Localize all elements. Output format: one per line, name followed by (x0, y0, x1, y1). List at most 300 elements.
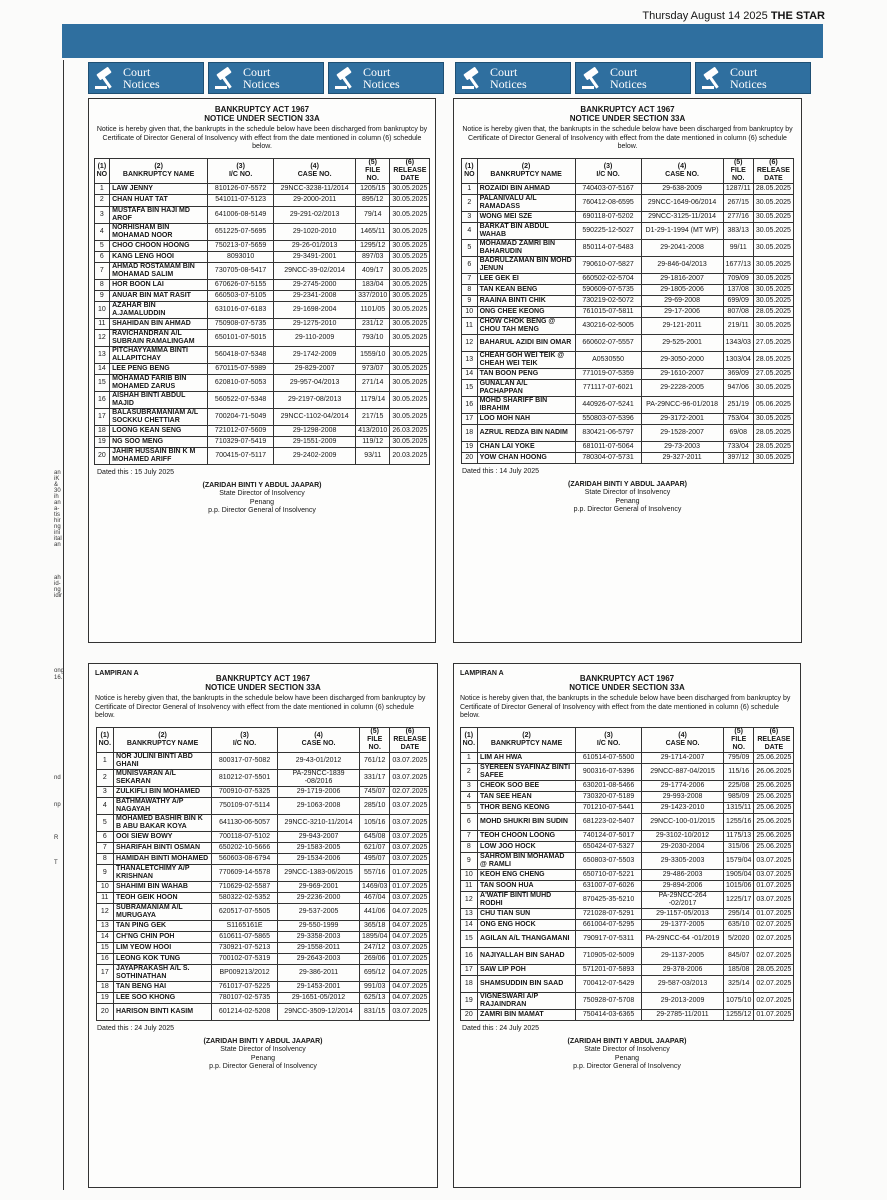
file-number: 295/14 (724, 908, 754, 919)
signatory-line: p.p. Director General of Insolvency (209, 1063, 317, 1070)
ic-number: 651225-07-5695 (208, 223, 274, 240)
column-header: (5) FILE NO. (723, 158, 753, 183)
release-date: 30.05.2025 (390, 240, 430, 251)
badge-word-2: Notices (610, 77, 647, 91)
release-date: 30.05.2025 (390, 251, 430, 262)
release-date: 28.05.2025 (753, 441, 793, 452)
bankrupt-name: CHOW CHOK BENG @ CHOU TAH MENG (477, 317, 575, 334)
case-number: 29-1377-2005 (642, 919, 724, 930)
strip-fragment: & (54, 482, 59, 488)
ic-number: 710329-07-5419 (208, 436, 274, 447)
table-row (96, 892, 430, 903)
signatory-line: Penang (615, 497, 640, 505)
ic-number: 780107-02-5735 (212, 992, 278, 1003)
table-row (460, 992, 794, 1009)
release-date: 25.06.2025 (754, 791, 794, 802)
release-date: 30.05.2025 (390, 301, 430, 318)
court-notices-badge (88, 62, 204, 94)
table-row (96, 831, 430, 842)
table-row (460, 841, 794, 852)
case-number: 29NCC-3125-11/2014 (641, 211, 723, 222)
header-band (62, 24, 823, 58)
release-date: 03.07.2025 (754, 891, 794, 908)
court-notices-badge (455, 62, 571, 94)
ic-number: 780304-07-5731 (575, 452, 641, 463)
ic-number: 730921-07-5213 (212, 942, 278, 953)
gavel-icon (95, 67, 117, 89)
row-number: 7 (96, 842, 113, 853)
row-number: 10 (462, 306, 478, 317)
case-number: 29-2341-2008 (274, 290, 356, 301)
table-row (462, 284, 794, 295)
release-date: 04.07.2025 (390, 931, 430, 942)
bankrupt-name: AZRUL REDZA BIN NADIM (477, 424, 575, 441)
table-row (96, 1003, 430, 1020)
table-row (460, 852, 794, 869)
table-row (460, 930, 794, 947)
case-number: 29-3305-2003 (642, 852, 724, 869)
row-number: 1 (462, 183, 478, 194)
file-number: 897/03 (356, 251, 390, 262)
table-row (96, 814, 430, 831)
bankrupt-name: CH'NG CHIN POH (114, 931, 212, 942)
release-date: 03.07.2025 (390, 752, 430, 769)
column-header: (3) I/C NO. (208, 158, 274, 183)
row-number: 12 (462, 334, 478, 351)
file-number: 337/2010 (356, 290, 390, 301)
ic-number: 700102-07-5319 (212, 953, 278, 964)
table-row (462, 413, 794, 424)
row-number: 20 (94, 447, 110, 464)
ic-number: 710629-02-5587 (212, 881, 278, 892)
row-number: 10 (460, 869, 477, 880)
column-header: (5) FILE NO. (356, 158, 390, 183)
schedule-header-row (94, 158, 430, 183)
file-number: 251/19 (723, 396, 753, 413)
column-header: (1) NO. (96, 727, 113, 752)
release-date: 30.05.2025 (753, 256, 793, 273)
release-date: 03.07.2025 (390, 769, 430, 786)
ic-number: 760412-08-6595 (575, 194, 641, 211)
table-row (96, 931, 430, 942)
case-number: 29-2041-2008 (641, 239, 723, 256)
schedule-table (460, 727, 795, 1021)
bankrupt-name: LEE PENG BENG (110, 363, 208, 374)
signatory-name: (ZARIDAH BINTI Y ABDUL JAAPAR) (567, 480, 687, 488)
bankrupt-name: LEE GEK EI (477, 273, 575, 284)
table-row (462, 256, 794, 273)
release-date: 04.07.2025 (390, 964, 430, 981)
row-number: 2 (462, 194, 478, 211)
table-row (94, 346, 430, 363)
bankrupt-name: CHU TIAN SUN (478, 908, 576, 919)
ic-number: 650803-07-5503 (576, 852, 642, 869)
file-number: 105/16 (360, 814, 390, 831)
bankrupt-name: CHOO CHOON HOONG (110, 240, 208, 251)
case-number: 29NCC-887-04/2015 (642, 763, 724, 780)
bankrupt-name: VIGNESWARI A/P RAJAINDRAN (478, 992, 576, 1009)
release-date: 30.05.2025 (390, 223, 430, 240)
bankrupt-name: JAYAPRAKASH A/L S. SOTHINATHAN (114, 964, 212, 981)
bankrupt-name: GUNALAN A/L PACHAPPAN (477, 379, 575, 396)
schedule-header-row (96, 727, 430, 752)
table-row (96, 942, 430, 953)
row-number: 5 (462, 239, 478, 256)
ic-number: BP009213/2012 (212, 964, 278, 981)
case-number: 29-1719-2006 (278, 786, 360, 797)
bankrupt-name: AGILAN A/L THANGAMANI (478, 930, 576, 947)
ic-number: 590609-07-5735 (575, 284, 641, 295)
release-date: 30.05.2025 (753, 284, 793, 295)
release-date: 03.07.2025 (390, 797, 430, 814)
case-number: 29-2402-2009 (274, 447, 356, 464)
file-number: 1465/11 (356, 223, 390, 240)
ic-number: 700204-71-5049 (208, 408, 274, 425)
bankrupt-name: BATHMAWATHY A/P NAGAYAH (114, 797, 212, 814)
file-number: 99/11 (723, 239, 753, 256)
case-number: 29-829-2007 (274, 363, 356, 374)
bankrupt-name: CHAN HUAT TAT (110, 194, 208, 206)
file-number: 315/06 (724, 841, 754, 852)
file-number: 807/08 (723, 306, 753, 317)
case-number: 29-525-2001 (641, 334, 723, 351)
table-row (94, 262, 430, 279)
signatory-line: Penang (249, 498, 275, 506)
ic-number: 610514-07-5500 (576, 752, 642, 763)
case-number: 29-1063-2008 (278, 797, 360, 814)
table-row (460, 763, 794, 780)
notice-bottom-left (88, 663, 438, 1188)
case-number: 29-1583-2005 (278, 842, 360, 853)
signatory-line: State Director of Insolvency (584, 1046, 670, 1053)
file-number: 325/14 (724, 975, 754, 992)
bankrupt-name: BALASUBRAMANIAM A/L SOCKKU CHETTIAR (110, 408, 208, 425)
ic-number: 560603-08-6794 (212, 853, 278, 864)
release-date: 30.05.2025 (390, 408, 430, 425)
bankrupt-name: PITCHAYYAMMA BINTI ALLAPITCHAY (110, 346, 208, 363)
table-row (94, 251, 430, 262)
row-number: 13 (462, 351, 478, 368)
table-row (94, 194, 430, 206)
signature-block (89, 482, 435, 516)
file-number: 409/17 (356, 262, 390, 279)
bankrupt-name: HAMIDAH BINTI MOHAMED (114, 853, 212, 864)
case-number: 29NCC-1383-06/2015 (278, 864, 360, 881)
release-date: 01.07.2025 (390, 953, 430, 964)
notice-bottom-right (453, 663, 801, 1188)
file-number: 621/07 (360, 842, 390, 853)
table-row (462, 222, 794, 239)
ic-number: 681011-07-5064 (575, 441, 641, 452)
file-number: 947/06 (723, 379, 753, 396)
row-number: 19 (94, 436, 110, 447)
release-date: 03.07.2025 (754, 869, 794, 880)
file-number: 1225/17 (724, 891, 754, 908)
release-date: 03.07.2025 (390, 814, 430, 831)
table-row (96, 920, 430, 931)
case-number: 29-943-2007 (278, 831, 360, 842)
release-date: 25.06.2025 (754, 813, 794, 830)
ic-number: 730320-07-5189 (576, 791, 642, 802)
signature-block (454, 481, 801, 515)
ic-number: 681223-02-5407 (576, 813, 642, 830)
bankrupt-name: TAN SEE HEAN (478, 791, 576, 802)
case-number: 29-3358-2003 (278, 931, 360, 942)
case-number: 29NCC-1102-04/2014 (274, 408, 356, 425)
bankrupt-name: MOHD SHUKRI BIN SUDIN (478, 813, 576, 830)
case-number: 29-537-2005 (278, 903, 360, 920)
release-date: 28.05.2025 (753, 183, 793, 194)
bankrupt-name: BARKAT BIN ABDUL WAHAB (477, 222, 575, 239)
ic-number: 700118-07-5102 (212, 831, 278, 842)
case-number: D1-29-1-1994 (MT WP) (641, 222, 723, 239)
ic-number: 440926-07-5241 (575, 396, 641, 413)
ic-number: 771117-07-6021 (575, 379, 641, 396)
release-date: 30.05.2025 (390, 391, 430, 408)
file-number: 441/06 (360, 903, 390, 920)
ic-number: 830421-06-5797 (575, 424, 641, 441)
case-number: 29-2745-2000 (274, 279, 356, 290)
table-row (462, 396, 794, 413)
signature-block (454, 1038, 800, 1072)
bankrupt-name: TAN BOON PENG (477, 368, 575, 379)
table-row (460, 869, 794, 880)
file-number: 1101/05 (356, 301, 390, 318)
column-header: (5) FILE NO. (360, 727, 390, 752)
release-date: 30.05.2025 (390, 194, 430, 206)
case-number: 29-121-2011 (641, 317, 723, 334)
strip-fragment: a- (54, 506, 60, 512)
notice-subtitle: NOTICE UNDER SECTION 33A (569, 683, 685, 692)
row-number: 5 (96, 814, 113, 831)
bankrupt-name: BAHARUL AZIDI BIN OMAR (477, 334, 575, 351)
file-number: 137/08 (723, 284, 753, 295)
row-number: 16 (460, 947, 477, 964)
badge-word-1: Court (123, 65, 151, 79)
table-row (96, 881, 430, 892)
release-date: 30.05.2025 (390, 436, 430, 447)
file-number: 1255/16 (724, 813, 754, 830)
bankrupt-name: RAAINA BINTI CHIK (477, 295, 575, 306)
badge-word-2: Notices (490, 77, 527, 91)
table-row (94, 374, 430, 391)
ic-number: 601214-02-5208 (212, 1003, 278, 1020)
column-header: (2) BANKRUPTCY NAME (478, 727, 576, 752)
ic-number: 650101-07-5015 (208, 329, 274, 346)
file-number: 271/14 (356, 374, 390, 391)
case-number: 29-3172-2001 (641, 413, 723, 424)
schedule-table (94, 158, 431, 465)
row-number: 17 (96, 964, 113, 981)
release-date: 25.06.2025 (754, 830, 794, 841)
ic-number: 631007-07-6026 (576, 880, 642, 891)
release-date: 02.07.2025 (754, 930, 794, 947)
column-header: (1) NO (94, 158, 110, 183)
row-number: 6 (96, 831, 113, 842)
court-notices-badge (575, 62, 691, 94)
file-number: 1015/06 (724, 880, 754, 891)
row-number: 18 (462, 424, 478, 441)
case-number: PA-29NCC-264 -02/2017 (642, 891, 724, 908)
bankrupt-name: THOR BENG KEONG (478, 802, 576, 813)
ic-number: 900316-07-5396 (576, 763, 642, 780)
row-number: 8 (96, 853, 113, 864)
case-number: 29-73-2003 (641, 441, 723, 452)
case-number: 29-1551-2009 (274, 436, 356, 447)
file-number: 5/2020 (724, 930, 754, 947)
badge-word-1: Court (243, 65, 271, 79)
bankrupt-name: LEE SOO KHONG (114, 992, 212, 1003)
ic-number: 721028-07-5291 (576, 908, 642, 919)
dated-line: Dated this : 14 July 2025 (462, 467, 540, 475)
case-number: 29-43-01/2012 (278, 752, 360, 769)
release-date: 30.05.2025 (390, 206, 430, 223)
file-number: 1303/04 (723, 351, 753, 368)
file-number: 1895/04 (360, 931, 390, 942)
release-date: 02.07.2025 (390, 786, 430, 797)
ic-number: 620517-07-5505 (212, 903, 278, 920)
ic-number: 580322-02-5352 (212, 892, 278, 903)
table-row (460, 802, 794, 813)
release-date: 01.07.2025 (754, 880, 794, 891)
case-number: 29NCC-3238-11/2014 (274, 183, 356, 194)
file-number: 267/15 (723, 194, 753, 211)
release-date: 01.07.2025 (754, 908, 794, 919)
column-header: (3) I/C NO. (212, 727, 278, 752)
table-row (462, 368, 794, 379)
strip-fragment: iK (54, 476, 60, 482)
ic-number: 430216-02-5005 (575, 317, 641, 334)
table-row (460, 791, 794, 802)
file-number: 973/07 (356, 363, 390, 374)
strip-fragment: idir (54, 593, 63, 599)
row-number: 12 (94, 329, 110, 346)
case-number: 29-993-2008 (642, 791, 724, 802)
table-row (94, 318, 430, 329)
notice-title: BANKRUPTCY ACT 1967 (579, 674, 675, 683)
row-number: 14 (462, 368, 478, 379)
column-header: (6) RELEASE DATE (754, 727, 794, 752)
bankrupt-name: MOHAMED BASHIR BIN K B ABU BAKAR KOYA (114, 814, 212, 831)
gavel-icon (215, 67, 237, 89)
notice-intro: Notice is hereby given that, the bankrupts in the schedule below have been discharged from bankruptcy by Certificate of Director General of Insolvency with effect from the date mentioned in column (6) schedule below. (95, 695, 426, 719)
badge-word-1: Court (610, 65, 638, 79)
row-number: 13 (94, 346, 110, 363)
release-date: 27.05.2025 (753, 368, 793, 379)
case-number: 29-846-04/2013 (641, 256, 723, 273)
row-number: 1 (460, 752, 477, 763)
row-number: 16 (462, 396, 478, 413)
bankrupt-name: WONG MEI SZE (477, 211, 575, 222)
ic-number: 810126-07-5572 (208, 183, 274, 194)
column-header: (6) RELEASE DATE (390, 727, 430, 752)
masthead (62, 6, 825, 26)
release-date: 26.06.2025 (754, 763, 794, 780)
notice-title: BANKRUPTCY ACT 1967 (215, 674, 311, 683)
row-number: 2 (96, 769, 113, 786)
release-date: 28.05.2025 (753, 351, 793, 368)
bankrupt-name: JAHIR HUSSAIN BIN K M MOHAMED ARIFF (110, 447, 208, 464)
badge-label (123, 66, 160, 90)
bankrupt-name: TAN BENG HAI (114, 981, 212, 992)
row-number: 20 (96, 1003, 113, 1020)
signatory-line: p.p. Director General of Insolvency (573, 1063, 681, 1070)
row-number: 2 (94, 194, 110, 206)
ic-number: 700415-07-5117 (208, 447, 274, 464)
gavel-icon (582, 67, 604, 89)
table-row (460, 752, 794, 763)
table-row (94, 425, 430, 436)
row-number: 9 (462, 295, 478, 306)
row-number: 7 (94, 262, 110, 279)
ic-number: 690118-07-5202 (575, 211, 641, 222)
table-row (460, 880, 794, 891)
case-number: 29-969-2001 (278, 881, 360, 892)
table-row (94, 447, 430, 464)
ic-number: 550803-07-5396 (575, 413, 641, 424)
table-row (94, 329, 430, 346)
case-number: 29-2030-2004 (642, 841, 724, 852)
case-number: 29-1534-2006 (278, 853, 360, 864)
ic-number: 761017-07-5225 (212, 981, 278, 992)
bankrupt-name: MUNISVARAN A/L SEKARAN (114, 769, 212, 786)
table-row (94, 183, 430, 194)
file-number: 331/17 (360, 769, 390, 786)
case-number: 29-1742-2009 (274, 346, 356, 363)
file-number: 709/09 (723, 273, 753, 284)
badge-word-1: Court (363, 65, 391, 79)
file-number: 231/12 (356, 318, 390, 329)
bankrupt-name: MOHAMAD FARIB BIN MOHAMED ZARUS (110, 374, 208, 391)
release-date: 30.05.2025 (753, 239, 793, 256)
table-row (462, 295, 794, 306)
badge-label (490, 66, 527, 90)
ic-number: 700910-07-5325 (212, 786, 278, 797)
bankrupt-name: LOONG KEAN SENG (110, 425, 208, 436)
case-number: 29NCC-1649-06/2014 (641, 194, 723, 211)
notice-intro: Notice is hereby given that, the bankrupts in the schedule below have been discharged from bankruptcy by Certificate of Director General of Insolvency with effect from the date mentioned in column (6) schedule below. (460, 695, 791, 719)
bankrupt-name: KANG LENG HOOI (110, 251, 208, 262)
release-date: 03.07.2025 (390, 853, 430, 864)
row-number: 1 (94, 183, 110, 194)
notice-subtitle: NOTICE UNDER SECTION 33A (204, 114, 320, 123)
signature-block (89, 1038, 437, 1072)
table-row (460, 780, 794, 791)
masthead-paper: THE STAR (770, 10, 825, 22)
file-number: 695/12 (360, 964, 390, 981)
file-number: 1559/10 (356, 346, 390, 363)
release-date: 30.05.2025 (390, 279, 430, 290)
signatory-line: State Director of Insolvency (584, 489, 671, 496)
release-date: 30.05.2025 (390, 262, 430, 279)
file-number: 1677/13 (723, 256, 753, 273)
table-row (94, 279, 430, 290)
row-number: 14 (94, 363, 110, 374)
table-row (462, 379, 794, 396)
table-row (460, 919, 794, 930)
table-row (96, 903, 430, 920)
table-row (96, 786, 430, 797)
release-date: 28.05.2025 (753, 306, 793, 317)
case-number: PA-29NCC-96-01/2018 (641, 396, 723, 413)
strip-fragment: tis (54, 512, 60, 518)
release-date: 04.07.2025 (390, 992, 430, 1003)
file-number: 1205/15 (356, 183, 390, 194)
row-number: 6 (94, 251, 110, 262)
release-date: 05.06.2025 (753, 396, 793, 413)
notice-subtitle: NOTICE UNDER SECTION 33A (569, 114, 686, 123)
bankrupt-name: CHEOK SOO BEE (478, 780, 576, 791)
